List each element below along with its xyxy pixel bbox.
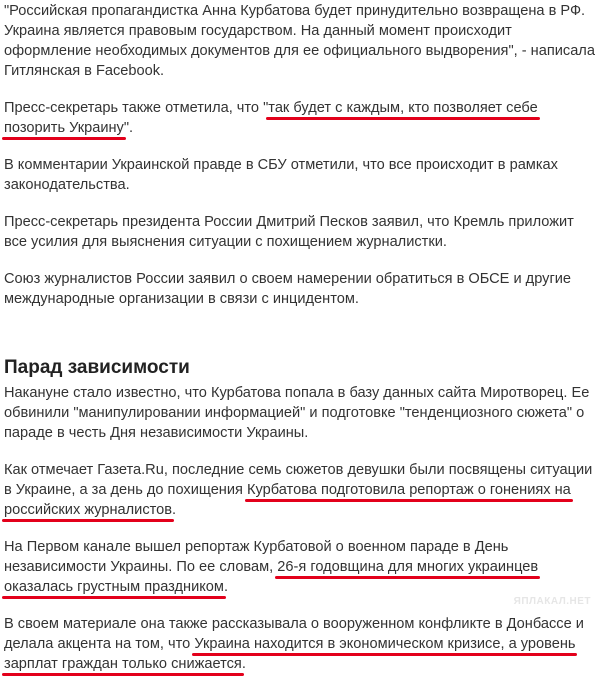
text-line <box>4 577 592 597</box>
peskov-paragraph <box>4 212 592 252</box>
text-line: международные организации в связи с инцидентом. <box>4 291 359 307</box>
text-segment: ". <box>123 120 134 136</box>
section-heading: Парад зависимости <box>4 357 190 378</box>
highlighted-phrase: 26-я годовщина для многих украинцев <box>277 559 539 575</box>
site-watermark: ЯПЛАКАЛ.НЕТ <box>513 596 591 607</box>
highlighted-phrase: Украина находится в экономическом кризисе, а уровень <box>194 636 576 652</box>
text-line <box>4 500 592 520</box>
text-line: В комментарии Украинской правде в СБУ отметили, что все происходит в рамках <box>4 157 558 173</box>
text-segment: в Украине, а за день до похищения <box>4 482 247 498</box>
text-line <box>4 654 592 674</box>
text-line: Накануне стало известно, что Курбатова попала в базу данных сайта Миротворец. Ее <box>4 385 590 401</box>
text-segment: независимости Украины. По ее словам, <box>4 559 278 575</box>
text-line: оформление необходимых документов для ее официального выдворения", - написала <box>4 43 595 59</box>
text-line: обвинили "манипулировании информацией" и подготовке "тенденциозного сюжета" о <box>4 405 585 421</box>
gazeta-paragraph <box>4 460 592 520</box>
text-line: На Первом канале вышел репортаж Курбатовой о военном параде в День <box>4 539 509 555</box>
text-line: Гитлянская в Facebook. <box>4 63 165 79</box>
press-secretary-paragraph <box>4 98 592 138</box>
text-line <box>4 118 592 138</box>
sbu-paragraph <box>4 155 592 195</box>
text-segment: делала акцента на том, что <box>4 636 195 652</box>
mirotvorets-paragraph <box>4 383 592 443</box>
text-line: В своем материале она также рассказывала о вооруженном конфликте в Донбассе и <box>4 616 584 632</box>
donbass-paragraph <box>4 614 592 674</box>
text-line <box>4 98 592 118</box>
highlighted-phrase: Курбатова подготовила репортаж о гонениях на <box>246 482 571 498</box>
text-segment: . <box>172 502 177 518</box>
highlighted-phrase: зарплат граждан только снижается <box>4 656 242 672</box>
article-body <box>4 0 595 674</box>
first-channel-paragraph <box>4 537 592 597</box>
text-line: законодательства. <box>4 177 130 193</box>
text-segment: . <box>241 656 246 672</box>
highlighted-quote: позорить Украину <box>4 120 124 136</box>
text-line <box>4 480 592 500</box>
text-line: все усилия для выяснения ситуации с похищением журналистки. <box>4 234 447 250</box>
highlighted-quote: так будет с каждым, кто позволяет себе <box>268 100 538 116</box>
text-line: Союз журналистов России заявил о своем намерении обратиться в ОБСЕ и другие <box>4 271 572 287</box>
text-segment: . <box>223 579 229 595</box>
quote-paragraph <box>4 1 595 81</box>
text-line: Украина является правовым государством. На данный момент происходит <box>4 23 512 39</box>
text-line <box>4 557 592 577</box>
text-line <box>4 634 592 654</box>
highlighted-phrase: оказалась грустным праздником <box>4 579 224 595</box>
text-line: Пресс-секретарь президента России Дмитрий Песков заявил, что Кремль приложит <box>4 214 574 230</box>
text-line: Как отмечает Газета.Ru, последние семь сюжетов девушки были посвящены ситуации <box>4 462 593 478</box>
highlighted-phrase: российских журналистов <box>4 502 173 518</box>
text-segment: Пресс-секретарь также отметила, что " <box>4 100 269 116</box>
text-line: параде в честь Дня независимости Украины. <box>4 425 309 441</box>
journalists-union-paragraph <box>4 269 592 309</box>
text-line: "Российская пропагандистка Анна Курбатова будет принудительно возвращена в РФ. <box>4 3 586 19</box>
